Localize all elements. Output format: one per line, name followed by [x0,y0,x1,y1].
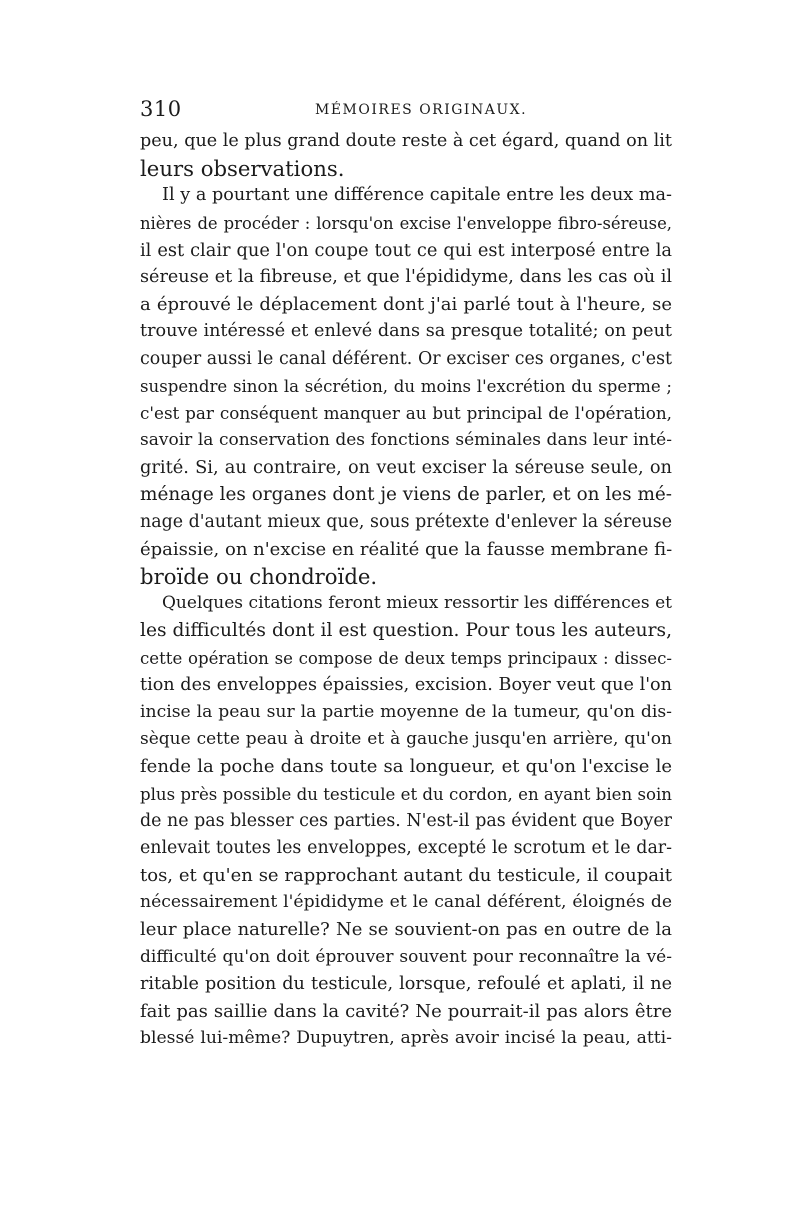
text-line: nage d'autant mieux que, sous prétexte d'enlever la séreuse [140,511,672,532]
text-line: fait pas saillie dans la cavité? Ne pourrait-il pas alors être [140,1001,672,1022]
text-line: épaissie, on n'excise en réalité que la fausse membrane fi- [140,538,673,560]
text-line: plus près possible du testicule et du cordon, en ayant bien soin [140,784,672,804]
text-line: cette opération se compose de deux temps principaux : dissec- [140,648,672,668]
text-line: sèque cette peau à droite et à gauche jusqu'en arrière, qu'on [140,729,672,750]
text-line: grité. Si, au contraire, on veut exciser la séreuse seule, on [140,457,672,479]
text-line: de ne pas blesser ces parties. N'est-il pas évident que Boyer [140,810,672,831]
text-line: broïde ou chondroïde. [140,564,378,589]
text-line: leur place naturelle? Ne se souvient-on pas en outre de la [140,919,672,941]
text-line: peu, que le plus grand doute reste à cet égard, quand on lit [140,131,672,151]
text-line: tion des enveloppes épaissies, excision. Boyer veut que l'on [140,674,672,695]
text-line: c'est par conséquent manquer au but principal de l'opération, [140,402,672,423]
text-line: difficulté qu'on doit éprouver souvent pour reconnaître la vé- [140,946,672,967]
body-text [140,128,672,1052]
running-title: MÉMOIRES ORIGINAUX. [315,102,528,118]
text-line: suspendre sinon la sécrétion, du moins l'excrétion du sperme ; [140,376,672,396]
text-line: il est clair que l'on coupe tout ce qui est interposé entre la [140,239,672,261]
text-line: couper aussi le canal déférent. Or exciser ces organes, c'est [140,348,672,369]
text-line: incise la peau sur la partie moyenne de la tumeur, qu'on dis- [140,701,672,722]
text-line: ritable position du testicule, lorsque, refoulé et aplati, il ne [140,973,672,994]
text-line: trouve intéressé et enlevé dans sa presque totalité; on peut [140,321,672,342]
page-number: 310 [140,97,182,121]
text-line: tos, et qu'en se rapprochant autant du testicule, il coupait [140,865,672,887]
paragraph-first-line: Il y a pourtant une différence capitale entre les deux ma- [162,185,672,206]
text-line: nécessairement l'épididyme et le canal déférent, éloignés de [140,892,672,913]
text-line: fende la poche dans toute sa longueur, et qu'on l'excise le [140,756,672,778]
paragraph-first-line: Quelques citations feront mieux ressortir les différences et [162,593,672,614]
text-line: ménage les organes dont je viens de parler, et on les mé- [140,484,672,506]
text-line: les difficultés dont il est question. Pour tous les auteurs, [140,620,672,642]
text-line: leurs observations. [140,156,345,182]
running-head [140,97,672,127]
text-line: savoir la conservation des fonctions séminales dans leur inté- [140,430,672,451]
text-line: a éprouvé le déplacement dont j'ai parlé tout à l'heure, se [140,294,672,316]
text-line: nières de procéder : lorsqu'on excise l'enveloppe fibro-séreuse, [140,213,672,233]
text-line: blessé lui-même? Dupuytren, après avoir incisé la peau, atti- [140,1028,672,1049]
text-line: séreuse et la fibreuse, et que l'épididyme, dans les cas où il [140,266,672,287]
text-line: enlevait toutes les enveloppes, excepté le scrotum et le dar- [140,837,672,858]
